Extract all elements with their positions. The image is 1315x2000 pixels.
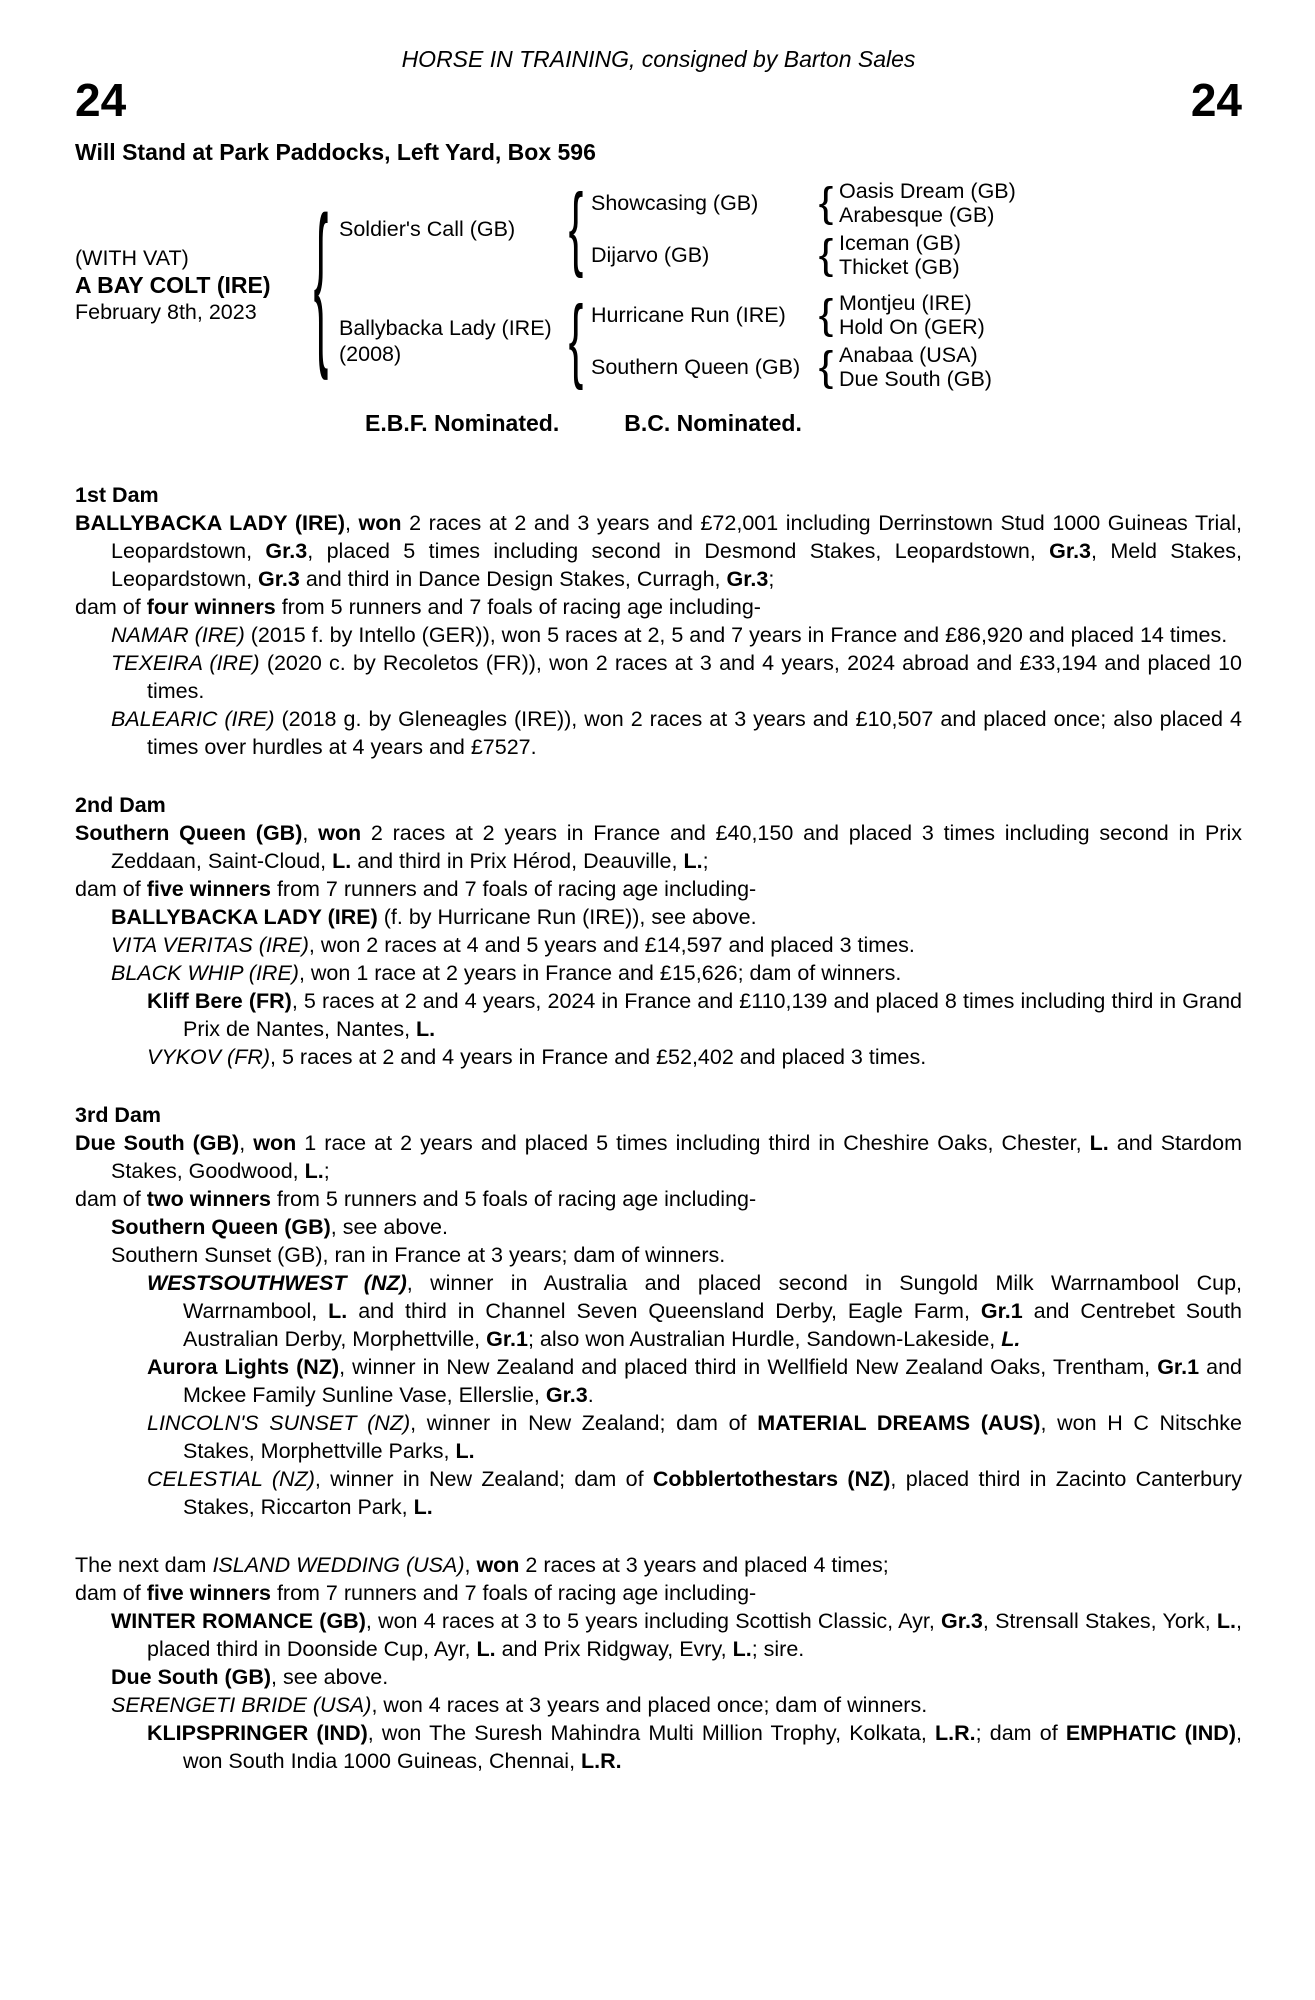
catalogue-paragraph: KLIPSPRINGER (IND), won The Suresh Mahindra Multi Million Trophy, Kolkata, L.R.; dam of EMPHATIC (IND), won South India 1000 Guineas, Chennai, L.R. [147, 1721, 1242, 1773]
dam-sections [75, 481, 1242, 1775]
dam-section-heading: 3rd Dam [75, 1103, 162, 1127]
dam-section [75, 791, 1242, 1071]
pedigree-brace-icon: { [818, 231, 834, 278]
catalogue-paragraph: dam of four winners from 5 runners and 7 foals of racing age including- [75, 595, 761, 619]
catalogue-paragraph: BLACK WHIP (IRE), won 1 race at 2 years in France and £15,626; dam of winners. [111, 961, 902, 985]
catalogue-paragraph: Southern Queen (GB), see above. [111, 1215, 448, 1239]
pedigree-brace-icon: { [313, 182, 329, 384]
catalogue-paragraph: WINTER ROMANCE (GB), won 4 races at 3 to 5 years including Scottish Classic, Ayr, Gr.3, Strensall Stakes, York, L., placed third in Doonside Cup, Ayr, L. and Prix Ridgway, Evry, L.; sire. [111, 1609, 1242, 1661]
catalogue-paragraph: Kliff Bere (FR), 5 races at 2 and 4 years, 2024 in France and £110,139 and placed 8 times including third in Grand Prix de Nantes, Nantes, L. [147, 989, 1242, 1041]
catalogue-paragraph: Southern Queen (GB), won 2 races at 2 years in France and £40,150 and placed 3 times including second in Prix Zeddaan, Saint-Cloud, L. and third in Prix Hérod, Deauville, L.; [75, 821, 1242, 873]
catalogue-paragraph: BALEARIC (IRE) (2018 g. by Gleneagles (IRE)), won 2 races at 3 years and £10,507 and placed once; also placed 4 times over hurdles at 4 years and £7527. [111, 707, 1242, 759]
catalogue-paragraph: VITA VERITAS (IRE), won 2 races at 4 and 5 years and £14,597 and placed 3 times. [111, 933, 915, 957]
dam-sire-branch [591, 291, 992, 339]
pedigree-name: Hold On (GER) [839, 315, 985, 339]
catalogue-paragraph: SERENGETI BRIDE (USA), won 4 races at 3 years and placed once; dam of winners. [111, 1693, 928, 1717]
dam-section [75, 1101, 1242, 1521]
catalogue-paragraph: The next dam ISLAND WEDDING (USA), won 2 races at 3 years and placed 4 times; [75, 1553, 889, 1577]
catalogue-paragraph: TEXEIRA (IRE) (2020 c. by Recoletos (FR)), won 2 races at 3 and 4 years, 2024 abroad and £33,194 and placed 10 times. [111, 651, 1242, 703]
sire-name: Soldier's Call (GB) [339, 217, 516, 241]
pedigree-name: Thicket (GB) [839, 255, 960, 279]
pedigree-brace-icon: { [568, 288, 584, 392]
pedigree-name: Dijarvo (GB) [591, 243, 710, 267]
catalogue-paragraph: WESTSOUTHWEST (NZ), winner in Australia and placed second in Sungold Milk Warrnambool Cup, Warrnambool, L. and third in Channel Seven Queensland Derby, Eagle Farm, Gr.1 and Centrebet South Australian Derby, Morphettville, Gr.1; also won Australian Hurdle, Sandown-Lakeside, L. [147, 1271, 1242, 1351]
lot-number-left: 24 [75, 74, 127, 126]
horse-name: A BAY COLT (IRE) [75, 272, 271, 298]
sire-branch [339, 176, 1016, 280]
pedigree-brace-icon: { [818, 343, 834, 390]
dam-section-heading: 1st Dam [75, 483, 159, 507]
catalogue-paragraph: CELESTIAL (NZ), winner in New Zealand; dam of Cobblertothestars (NZ), placed third in Zacinto Canterbury Stakes, Riccarton Park, L. [147, 1467, 1242, 1519]
pedigree-name: Arabesque (GB) [839, 203, 995, 227]
pedigree-brace-icon: { [818, 179, 834, 226]
pedigree-name: Due South (GB) [839, 367, 992, 391]
catalogue-paragraph: BALLYBACKA LADY (IRE) (f. by Hurricane Run (IRE)), see above. [111, 905, 757, 929]
stand-location-line: Will Stand at Park Paddocks, Left Yard, Box 596 [75, 139, 596, 165]
dam-section-heading: 2nd Dam [75, 793, 166, 817]
dam-name: Ballybacka Lady (IRE) (2008) [339, 315, 561, 367]
catalogue-paragraph: VYKOV (FR), 5 races at 2 and 4 years in France and £52,402 and placed 3 times. [147, 1045, 927, 1069]
lot-number-right: 24 [1190, 74, 1242, 126]
pedigree-name: Hurricane Run (IRE) [591, 303, 786, 327]
dam-section [75, 481, 1242, 761]
consignment-title: HORSE IN TRAINING, consigned by Barton Sales [401, 46, 916, 72]
pedigree-name: Iceman (GB) [839, 231, 961, 255]
pedigree-generation-2 [339, 173, 1016, 397]
catalogue-paragraph: dam of two winners from 5 runners and 5 foals of racing age including- [75, 1187, 757, 1211]
pedigree-name: Showcasing (GB) [591, 191, 759, 215]
catalogue-paragraph: dam of five winners from 7 runners and 7 foals of racing age including- [75, 877, 757, 901]
pedigree-brace-icon: { [568, 176, 584, 280]
catalogue-paragraph: Due South (GB), see above. [111, 1665, 389, 1689]
horse-details [75, 245, 303, 325]
catalogue-paragraph: Southern Sunset (GB), ran in France at 3 years; dam of winners. [111, 1243, 726, 1267]
dam-section [75, 1551, 1242, 1775]
pedigree-name: Southern Queen (GB) [591, 355, 801, 379]
foaling-date: February 8th, 2023 [75, 300, 257, 324]
dam-dam-branch [591, 343, 992, 391]
pedigree-name: Anabaa (USA) [839, 343, 978, 367]
ebf-nomination: E.B.F. Nominated. [365, 410, 560, 436]
pedigree-brace-icon: { [818, 291, 834, 338]
pedigree-name: Montjeu (IRE) [839, 291, 972, 315]
sire-dam-branch [591, 231, 1016, 279]
vat-note: (WITH VAT) [75, 246, 189, 270]
nominations-line [365, 409, 1242, 437]
dam-branch [339, 288, 1016, 392]
lot-number-row [75, 74, 1242, 126]
catalogue-paragraph: NAMAR (IRE) (2015 f. by Intello (GER)), won 5 races at 2, 5 and 7 years in France and £86,920 and placed 14 times. [111, 623, 1228, 647]
catalogue-paragraph: dam of five winners from 7 runners and 7 foals of racing age including- [75, 1581, 757, 1605]
pedigree-name: Oasis Dream (GB) [839, 179, 1016, 203]
bc-nomination: B.C. Nominated. [624, 410, 802, 436]
catalogue-paragraph: BALLYBACKA LADY (IRE), won 2 races at 2 and 3 years and £72,001 including Derrinstown Stud 1000 Guineas Trial, Leopardstown, Gr.3, placed 5 times including second in Desmond Stakes, Leopardstown, Gr.3, Meld Stakes, Leopardstown, Gr.3 and third in Dance Design Stakes, Curragh, Gr.3; [75, 511, 1243, 591]
catalogue-paragraph: Aurora Lights (NZ), winner in New Zealand and placed third in Wellfield New Zealand Oaks, Trentham, Gr.1 and Mckee Family Sunline Vase, Ellerslie, Gr.3. [147, 1355, 1242, 1407]
sire-sire-branch [591, 179, 1016, 227]
pedigree-table [75, 173, 1242, 397]
catalogue-paragraph: Due South (GB), won 1 race at 2 years and placed 5 times including third in Cheshire Oaks, Chester, L. and Stardom Stakes, Goodwood, L.; [75, 1131, 1242, 1183]
catalogue-paragraph: LINCOLN'S SUNSET (NZ), winner in New Zealand; dam of MATERIAL DREAMS (AUS), won H C Nitschke Stakes, Morphettville Parks, L. [147, 1411, 1242, 1463]
dam-year: (2008) [339, 342, 402, 366]
